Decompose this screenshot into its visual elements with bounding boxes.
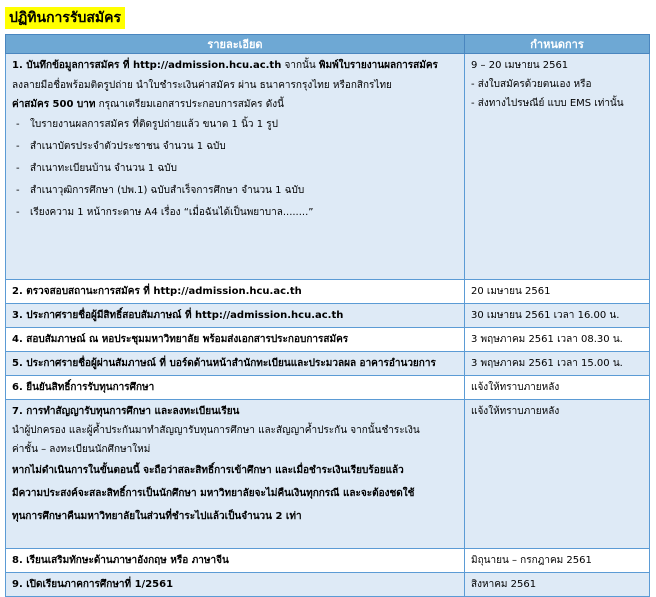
header-schedule: กำหนดการ: [465, 35, 650, 54]
row7-warning-2: มีความประสงค์จะสละสิทธิ์การเป็นนักศึกษา มหาวิทยาลัยจะไม่คืนเงินทุกกรณี และจะต้องชดใช้: [12, 488, 415, 499]
row2-detail: 2. ตรวจสอบสถานะการสมัคร ที่ http://admission.hcu.ac.th: [6, 280, 465, 304]
row1-schedule: [465, 54, 650, 280]
table-row-2: [6, 280, 650, 304]
row7-warning-1: หากไม่ดำเนินการในขั้นตอนนี้ จะถือว่าสละสิทธิ์การเข้าศึกษา และเมื่อชำระเงินเรียบร้อยแล้ว: [12, 465, 404, 476]
table-header-row: [6, 35, 650, 54]
table-row-3: [6, 304, 650, 328]
doc-item: - ใบรายงานผลการสมัคร ที่ติดรูปถ่ายแล้ว ขนาด 1 นิ้ว 1 รูป: [12, 114, 458, 136]
row9-date: สิงหาคม 2561: [465, 573, 650, 597]
row6-detail: 6. ยืนยันสิทธิ์การรับทุนการศึกษา: [6, 376, 465, 400]
row9-detail: 9. เปิดเรียนภาคการศึกษาที่ 1/2561: [6, 573, 465, 597]
row2-date: 20 เมษายน 2561: [465, 280, 650, 304]
table-row-9: [6, 573, 650, 597]
row7-detail: [6, 400, 465, 549]
schedule-table: [5, 34, 650, 597]
row4-detail: 4. สอบสัมภาษณ์ ณ หอประชุมมหาวิทยาลัย พร้อมส่งเอกสารประกอบการสมัคร: [6, 328, 465, 352]
table-row-5: [6, 352, 650, 376]
page-title: ปฏิทินการรับสมัคร: [5, 7, 125, 29]
row3-detail: 3. ประกาศรายชื่อผู้มีสิทธิ์สอบสัมภาษณ์ ที่ http://admission.hcu.ac.th: [6, 304, 465, 328]
doc-item: - สำเนาทะเบียนบ้าน จำนวน 1 ฉบับ: [12, 158, 458, 180]
table-row-7: [6, 400, 650, 549]
row1-head-print: พิมพ์ใบรายงานผลการสมัคร: [318, 60, 438, 71]
doc-item: - เรียงความ 1 หน้ากระดาษ A4 เรื่อง “เมื่อฉันได้เป็นพยาบาล........”: [12, 202, 458, 224]
row8-detail: 8. เรียนเสริมทักษะด้านภาษาอังกฤษ หรือ ภาษาจีน: [6, 549, 465, 573]
table-row-4: [6, 328, 650, 352]
row5-detail: 5. ประกาศรายชื่อผู้ผ่านสัมภาษณ์ ที่ บอร์ดด้านหน้าสำนักทะเบียนและประมวลผล อาคารอำนวยการ: [6, 352, 465, 376]
row5-date: 3 พฤษภาคม 2561 เวลา 15.00 น.: [465, 352, 650, 376]
header-detail: รายละเอียด: [6, 35, 465, 54]
row8-date: มิถุนายน – กรกฎาคม 2561: [465, 549, 650, 573]
table-row-1: [6, 54, 650, 280]
row1-date-note: - ส่งใบสมัครด้วยตนเอง หรือ: [471, 79, 592, 90]
row7-line2: นำผู้ปกครอง และผู้ค้ำประกันมาทำสัญญารับทุนการศึกษา และสัญญาค้ำประกัน จากนั้นชำระเงิน: [12, 425, 420, 436]
row7-date: แจ้งให้ทราบภายหลัง: [465, 400, 650, 549]
row1-date-note: - ส่งทางไปรษณีย์ แบบ EMS เท่านั้น: [471, 98, 624, 109]
row1-fee-rest: กรุณาเตรียมเอกสารประกอบการสมัคร ดังนี้: [95, 99, 284, 110]
row3-date: 30 เมษายน 2561 เวลา 16.00 น.: [465, 304, 650, 328]
table-row-6: [6, 376, 650, 400]
row1-head-mid: จากนั้น: [281, 60, 319, 71]
row7-warning-3: ทุนการศึกษาคืนมหาวิทยาลัยในส่วนที่ชำระไปแล้วเป็นจำนวน 2 เท่า: [12, 511, 302, 522]
row1-detail: [6, 54, 465, 280]
row4-date: 3 พฤษภาคม 2561 เวลา 08.30 น.: [465, 328, 650, 352]
row1-line2: ลงลายมือชื่อพร้อมติดรูปถ่าย นำใบชำระเงินค่าสมัคร ผ่าน ธนาคารกรุงไทย หรือกสิกรไทย: [12, 80, 392, 91]
row7-head: 7. การทำสัญญารับทุนการศึกษา และลงทะเบียนเรียน: [12, 406, 240, 417]
doc-item: - สำเนาบัตรประจำตัวประชาชน จำนวน 1 ฉบับ: [12, 136, 458, 158]
row1-date: 9 – 20 เมษายน 2561: [471, 60, 569, 71]
doc-item: - สำเนาวุฒิการศึกษา (ปพ.1) ฉบับสำเร็จการศึกษา จำนวน 1 ฉบับ: [12, 180, 458, 202]
row7-line3: ค่าชั้น – ลงทะเบียนนักศึกษาใหม่: [12, 444, 151, 455]
row1-head: 1. บันทึกข้อมูลการสมัคร ที่ http://admission.hcu.ac.th: [12, 60, 282, 71]
table-row-8: [6, 549, 650, 573]
row6-date: แจ้งให้ทราบภายหลัง: [465, 376, 650, 400]
row1-fee: ค่าสมัคร 500 บาท: [12, 99, 96, 110]
